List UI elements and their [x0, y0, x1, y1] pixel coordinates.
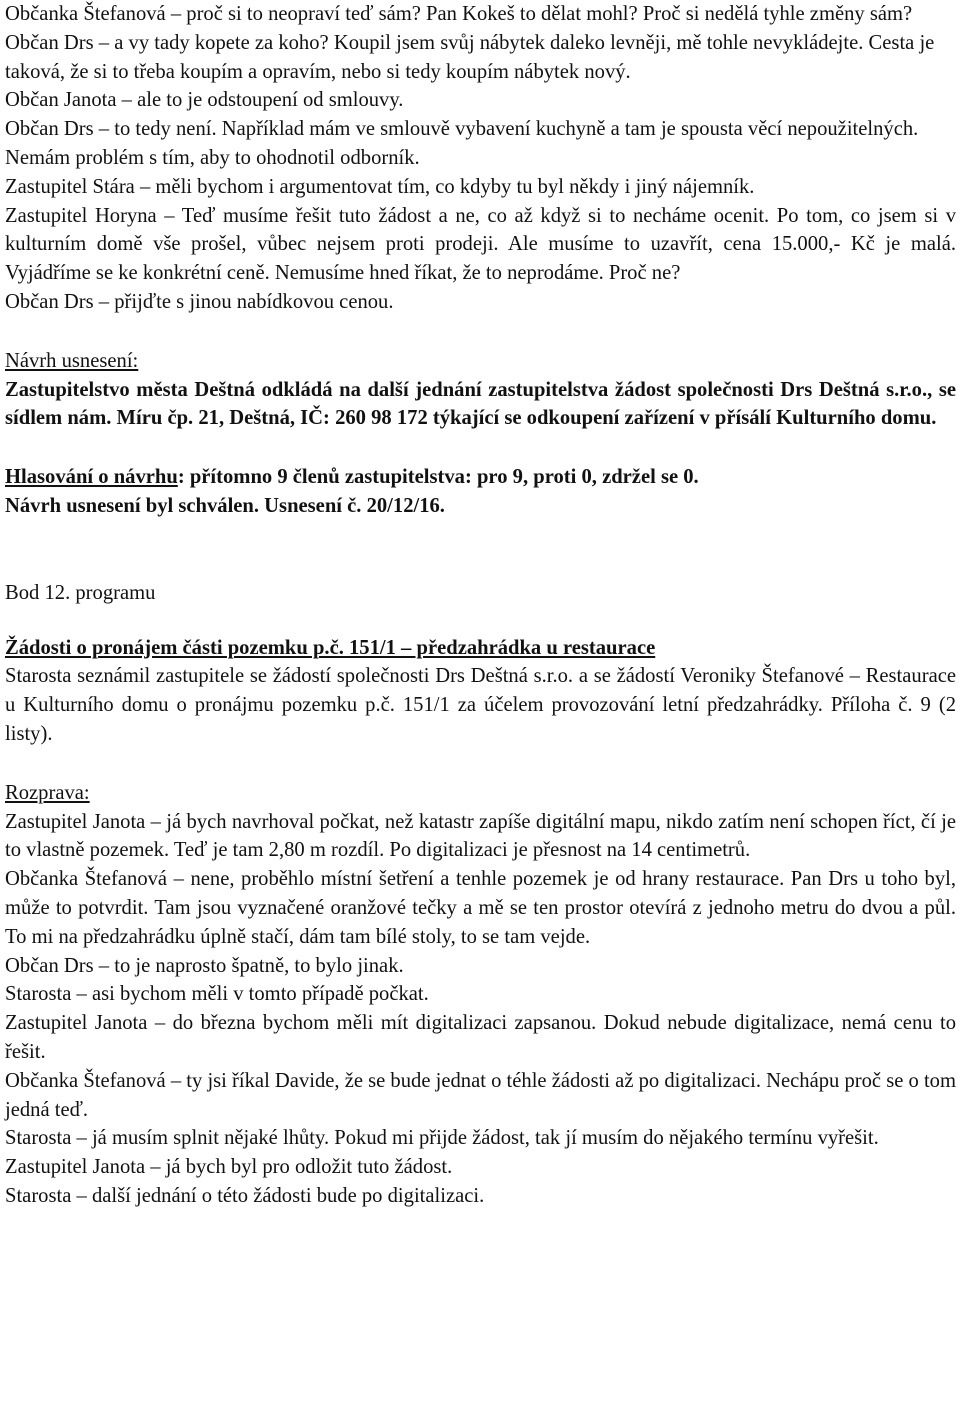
paragraph: Zastupitel Janota – já bych navrhoval počkat, než katastr zapíše digitální mapu, nikdo zatím není schopen říct, čí je to vlastně pozemek. Teď je tam 2,80 m rozdíl. Po digitalizaci je přesnost na 14 centimetrů.: [5, 810, 956, 862]
paragraph: Občan Drs – přijďte s jinou nabídkovou cenou.: [5, 290, 394, 313]
vote-result: : přítomno 9 členů zastupitelstva: pro 9, proti 0, zdržel se 0.: [177, 466, 699, 489]
paragraph: Občan Drs – to tedy není. Například mám ve smlouvě vybavení kuchyně a tam je spousta věcí nepoužitelných. Nemám problém s tím, aby to ohodnotil odborník.: [5, 118, 919, 169]
paragraph: Občanka Štefanová – nene, proběhlo místní šetření a tenhle pozemek je od hrany restaurace. Pan Drs u toho byl, může to potvrdit. Tam jsou vyznačené oranžové tečky a mě se ten prostor otevírá z jednoho metru do dvou a půl. To mi na předzahrádku úplně stačí, dám tam bílé stoly, to se tam vejde.: [5, 868, 956, 948]
resolution-text: Zastupitelstvo města Deštná odkládá na další jednání zastupitelstva žádost společnosti Drs Deštná s.r.o., se sídlem nám. Míru čp. 21, Deštná, IČ: 260 98 172 týkající se odkoupení zařízení v přísálí Kulturního domu.: [5, 378, 956, 430]
resolution-heading: Návrh usnesení:: [5, 349, 139, 372]
paragraph: Zastupitel Janota – do března bychom měli mít digitalizaci zapsanou. Dokud nebude digitalizace, nemá cenu to řešit.: [5, 1012, 956, 1063]
vote-section: [5, 463, 956, 521]
discussion-heading: Rozprava:: [5, 781, 90, 804]
paragraph: Zastupitel Janota – já bych byl pro odložit tuto žádost.: [5, 1156, 453, 1179]
paragraph: Starosta – další jednání o této žádosti bude po digitalizaci.: [5, 1184, 485, 1207]
agenda-item-intro: Starosta seznámil zastupitele se žádostí společnosti Drs Deštná s.r.o. a se žádostí Veroniky Štefanové – Restaurace u Kulturního domu o pronájmu pozemku p.č. 151/1 za účelem provozování letní předzahrádky. Příloha č. 9 (2 listy).: [5, 665, 956, 745]
paragraph: Občan Drs – to je naprosto špatně, to bylo jinak.: [5, 954, 404, 977]
paragraph: Starosta – já musím splnit nějaké lhůty. Pokud mi přijde žádost, tak jí musím do nějakého termínu vyřešit.: [5, 1127, 879, 1150]
agenda-item-12: [5, 579, 956, 1211]
agenda-item-number: Bod 12. programu: [5, 581, 156, 604]
agenda-item-title: Žádosti o pronájem části pozemku p.č. 151/1 – předzahrádka u restaurace: [5, 636, 656, 659]
paragraph: Zastupitel Stára – měli bychom i argumentovat tím, co kdyby tu byl někdy i jiný nájemník.: [5, 175, 755, 198]
vote-label: Hlasování o návrhu: [5, 466, 178, 489]
paragraph: Občanka Štefanová – proč si to neopraví teď sám? Pan Kokeš to dělat mohl? Proč si nedělá tyhle změny sám?: [5, 3, 913, 25]
vote-line: [5, 463, 956, 492]
paragraph: Občan Janota – ale to je odstoupení od smlouvy.: [5, 89, 404, 112]
paragraph: Občan Drs – a vy tady kopete za koho? Koupil jsem svůj nábytek daleko levněji, mě tohle nevykládejte. Cesta je taková, že si to třeba koupím a opravím, nebo si tedy koupím nábytek nový.: [5, 31, 935, 83]
paragraph: Občanka Štefanová – ty jsi říkal Davide, že se bude jednat o téhle žádosti až po digitalizaci. Nechápu proč se o tom jedná teď.: [5, 1069, 956, 1121]
resolution-proposal: [5, 347, 956, 433]
paragraph: Zastupitel Horyna – Teď musíme řešit tuto žádost a ne, co až když si to necháme ocenit. Po tom, co jsem si v kulturním domě vše prošel, vůbec nejsem proti prodeji. Ale musíme to uzavřít, cena 15.000,- Kč je malá. Vyjádříme se ke konkrétní ceně. Nemusíme hned říkat, že to neprodáme. Proč ne?: [5, 204, 956, 285]
vote-approved: Návrh usnesení byl schválen. Usnesení č. 20/12/16.: [5, 494, 445, 517]
paragraph: Starosta – asi bychom měli v tomto případě počkat.: [5, 983, 429, 1006]
top-discussion: [5, 0, 956, 317]
